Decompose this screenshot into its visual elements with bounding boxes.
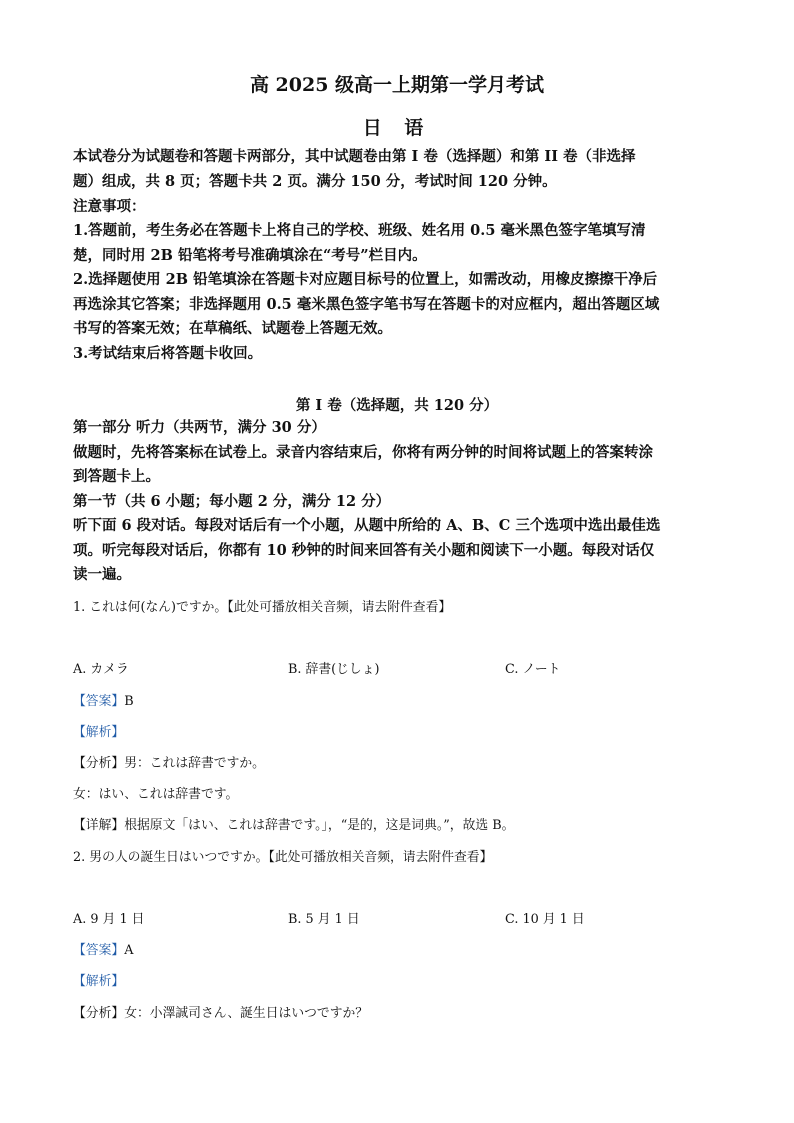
volume-heading: 第 I 卷（选择题，共 120 分） xyxy=(295,397,499,414)
exam-title: 高 2025 级高一上期第一学月考试 xyxy=(249,74,545,96)
fenxi-text: 男：これは辞書ですか。 xyxy=(124,756,265,771)
notice-item: 书写的答案无效；在草稿纸、试题卷上答题无效。 xyxy=(73,320,392,337)
answer-tag: 【答案】 xyxy=(73,943,125,958)
option-c: C. ノート xyxy=(505,662,561,677)
notice-item: 再选涂其它答案；非选择题用 0.5 毫米黑色签字笔书写在答题卡的对应框内，超出答题区域 xyxy=(73,296,660,313)
part-heading: 第一部分 听力（共两节，满分 30 分） xyxy=(73,419,326,436)
exam-subject: 日 语 xyxy=(362,117,432,139)
option-a: A. カメラ xyxy=(73,662,129,677)
notice-heading: 注意事项： xyxy=(73,198,146,215)
analysis-tag: 【解析】 xyxy=(73,974,125,989)
answer-value: B xyxy=(124,694,134,709)
fenxi-row xyxy=(73,752,265,771)
analysis-row xyxy=(73,721,124,740)
analysis-row xyxy=(73,970,124,989)
option-b: B. 5 月 1 日 xyxy=(288,912,360,927)
answer-row xyxy=(73,939,133,958)
instruction-line: 听下面 6 段对话。每段对话后有一个小题，从题中所给的 A、B、C 三个选项中选出最佳选 xyxy=(73,517,661,534)
option-a: A. 9 月 1 日 xyxy=(73,912,145,927)
option-b: B. 辞書(じしょ) xyxy=(288,662,380,677)
fenxi-text-2: 女：はい、これは辞書です。 xyxy=(73,787,239,802)
analysis-tag: 【解析】 xyxy=(73,725,125,740)
intro-line: 本试卷分为试题卷和答题卡两部分，其中试题卷由第 I 卷（选择题）和第 II 卷（非选择 xyxy=(73,148,636,165)
instruction-line: 做题时，先将答案标在试卷上。录音内容结束后，你将有两分钟的时间将试题上的答案转涂 xyxy=(73,444,653,461)
instruction-line: 到答题卡上。 xyxy=(73,468,160,485)
notice-item: 2.选择题使用 2B 铅笔填涂在答题卡对应题目标号的位置上，如需改动，用橡皮擦擦干净后 xyxy=(73,271,658,288)
detail-text: 根据原文「はい、これは辞書です。」，“是的，这是词典。”，故选 B。 xyxy=(124,818,515,833)
instruction-line: 项。听完每段对话后，你都有 10 秒钟的时间来回答有关小题和阅读下一小题。每段对话仅 xyxy=(73,542,655,559)
instruction-line: 读一遍。 xyxy=(73,566,131,583)
answer-value: A xyxy=(124,943,134,958)
notice-item: 楚，同时用 2B 铅笔将考号准确填涂在“考号”栏目内。 xyxy=(73,247,427,264)
notice-item: 3.考试结束后将答题卡收回。 xyxy=(73,345,263,362)
subsection-heading: 第一节（共 6 小题；每小题 2 分，满分 12 分） xyxy=(73,493,391,510)
option-c: C. 10 月 1 日 xyxy=(505,912,585,927)
answer-row xyxy=(73,690,134,709)
fenxi-tag: 【分析】 xyxy=(73,1006,125,1021)
fenxi-text: 女：小澤誠司さん、誕生日はいつですか？ xyxy=(124,1006,369,1021)
detail-row xyxy=(73,814,514,833)
fenxi-row xyxy=(73,1002,368,1021)
fenxi-tag: 【分析】 xyxy=(73,756,125,771)
detail-tag: 【详解】 xyxy=(73,818,125,833)
intro-line: 题）组成，共 8 页；答题卡共 2 页。满分 150 分，考试时间 120 分钟。 xyxy=(73,173,557,190)
answer-tag: 【答案】 xyxy=(73,694,125,709)
question-stem: 2. 男の人の誕生日はいつですか。【此处可播放相关音频，请去附件查看】 xyxy=(73,850,493,865)
question-stem: 1. これは何(なん)ですか。【此处可播放相关音频，请去附件查看】 xyxy=(73,600,452,615)
notice-item: 1.答题前，考生务必在答题卡上将自己的学校、班级、姓名用 0.5 毫米黑色签字笔填写清 xyxy=(73,222,646,239)
